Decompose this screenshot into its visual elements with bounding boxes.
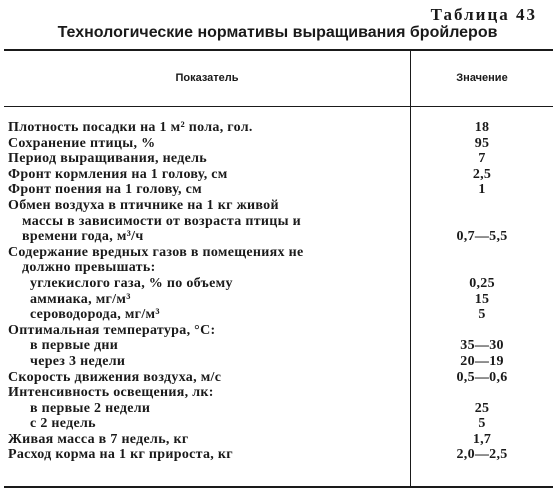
row-value: 5 <box>478 416 486 432</box>
row-label: Период выращивания, недель <box>8 151 208 167</box>
row-value: 1 <box>478 182 486 198</box>
table-title: Технологические нормативы выращивания бройлеров <box>57 24 498 41</box>
row-value: 2,0—2,5 <box>456 447 508 463</box>
row-label: через 3 недели <box>30 353 126 369</box>
row-value: 0,5—0,6 <box>456 369 508 385</box>
row-label: массы в зависимости от возраста птицы и <box>22 213 302 229</box>
table-number: Таблица 43 <box>430 5 537 24</box>
table-row <box>8 401 553 417</box>
table-row <box>8 151 553 167</box>
table-body <box>8 120 553 463</box>
row-value: 0,7—5,5 <box>456 229 508 245</box>
table-row <box>8 245 553 261</box>
table-row <box>8 292 553 308</box>
row-value <box>407 260 553 276</box>
table-row <box>8 182 553 198</box>
row-value: 5 <box>478 307 486 323</box>
row-value: 95 <box>474 135 490 151</box>
row-label: Интенсивность освещения, лк: <box>8 385 214 401</box>
row-label: Оптимальная температура, °С: <box>8 322 216 338</box>
row-label: Обмен воздуха в птичнике на 1 кг живой <box>8 197 279 213</box>
row-label: Фронт кормления на 1 голову, см <box>8 166 228 182</box>
table-row <box>8 214 553 230</box>
row-value: 15 <box>474 291 490 307</box>
row-label: аммиака, мг/м³ <box>30 291 131 307</box>
table-row <box>8 323 553 339</box>
row-value: 35—30 <box>460 338 504 354</box>
table-row <box>8 447 553 463</box>
column-header-value: Значение <box>456 72 508 84</box>
table-header-rule <box>4 106 553 107</box>
table-row <box>8 354 553 370</box>
row-label: в первые дни <box>30 338 119 354</box>
row-value <box>407 385 553 401</box>
table-row <box>8 120 553 136</box>
row-value: 7 <box>478 151 486 167</box>
row-label: Фронт поения на 1 голову, см <box>8 182 202 198</box>
row-label: Сохранение птицы, % <box>8 135 156 151</box>
table-row <box>8 338 553 354</box>
row-label: Живая масса в 7 недель, кг <box>8 431 189 447</box>
row-value: 0,25 <box>469 275 495 291</box>
table-row <box>8 385 553 401</box>
row-label: Плотность посадки на 1 м² пола, гол. <box>8 120 253 135</box>
table-row <box>8 370 553 386</box>
table-row <box>8 432 553 448</box>
table-row <box>8 276 553 292</box>
row-value <box>407 323 553 339</box>
table-row <box>8 229 553 245</box>
row-label: времени года, м³/ч <box>22 229 144 245</box>
column-header-indicator: Показатель <box>175 72 239 84</box>
row-label: должно превышать: <box>22 260 156 276</box>
table-row <box>8 260 553 276</box>
row-value <box>407 198 553 214</box>
row-value: 20—19 <box>460 353 504 369</box>
row-value: 25 <box>474 400 490 416</box>
row-value <box>407 245 553 261</box>
row-label: Скорость движения воздуха, м/с <box>8 369 222 385</box>
row-value: 2,5 <box>472 166 492 182</box>
row-value: 1,7 <box>472 431 492 447</box>
table-bottom-rule <box>4 486 553 488</box>
row-value: 18 <box>474 120 490 135</box>
row-label: сероводорода, мг/м³ <box>30 307 160 323</box>
row-label: в первые 2 недели <box>30 400 151 416</box>
table-row <box>8 198 553 214</box>
row-label: Расход корма на 1 кг прироста, кг <box>8 447 233 463</box>
row-label: с 2 недель <box>30 416 96 432</box>
row-value <box>407 214 553 230</box>
row-label: Содержание вредных газов в помещениях не <box>8 244 304 260</box>
row-label: углекислого газа, % по объему <box>30 275 233 291</box>
table-top-rule <box>4 49 553 51</box>
table-row <box>8 307 553 323</box>
table-row <box>8 136 553 152</box>
table-row <box>8 167 553 183</box>
table-row <box>8 416 553 432</box>
